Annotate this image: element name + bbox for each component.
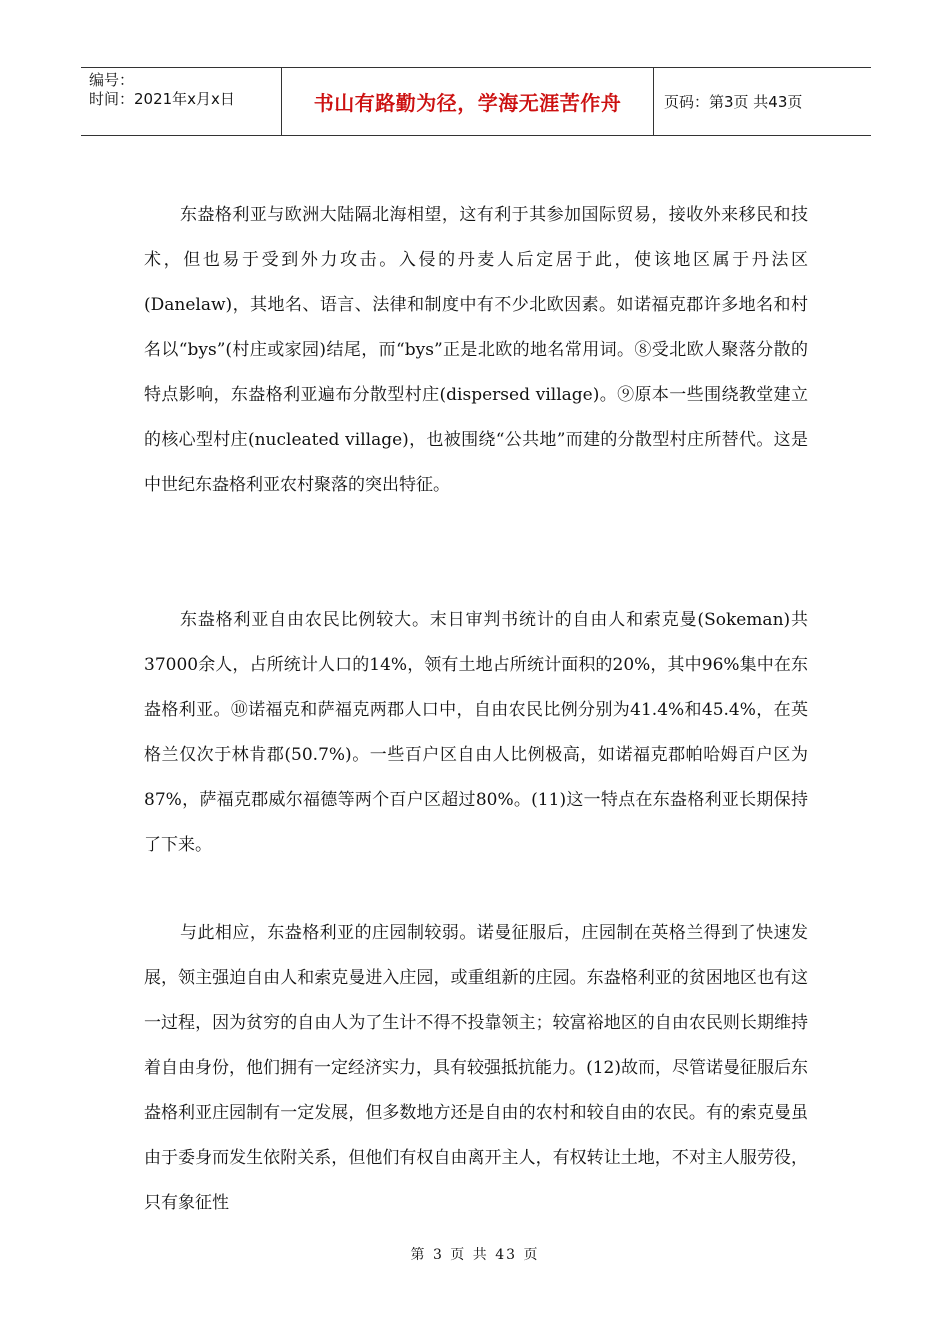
document-number-label: 编号： <box>89 71 135 89</box>
header-meta-cell <box>81 68 282 135</box>
body-paragraph-1: 东盎格利亚与欧洲大陆隔北海相望，这有利于其参加国际贸易，接收外来移民和技术，但也易于受到外力攻击。入侵的丹麦人后定居于此，使该地区属于丹法区(Danelaw)，其地名、语言、法律和制度中有不少北欧因素。如诺福克郡许多地名和村名以“bys”(村庄或家园)结尾，而“bys”正是北欧的地名常用词。⑧受北欧人聚落分散的特点影响，东盎格利亚遍布分散型村庄(dispersed village)。⑨原本一些围绕教堂建立的核心型村庄(nucleated village)，也被围绕“公共地”而建的分散型村庄所替代。这是中世纪东盎格利亚农村聚落的突出特征。 <box>144 205 808 495</box>
document-date-label: 时间：2021年x月x日 <box>89 90 235 108</box>
header-table <box>81 67 871 136</box>
body-paragraph-3: 与此相应，东盎格利亚的庄园制较弱。诺曼征服后，庄园制在英格兰得到了快速发展，领主强迫自由人和索克曼进入庄园，或重组新的庄园。东盎格利亚的贫困地区也有这一过程，因为贫穷的自由人为了生计不得不投靠领主；较富裕地区的自由农民则长期维持着自由身份，他们拥有一定经济实力，具有较强抵抗能力。(12)故而，尽管诺曼征服后东盎格利亚庄园制有一定发展，但多数地方还是自由的农村和较自由的农民。有的索克曼虽由于委身而发生依附关系，但他们有权自由离开主人，有权转让土地，不对主人服劳役，只有象征性 <box>144 923 808 1213</box>
body-paragraph-2: 东盎格利亚自由农民比例较大。末日审判书统计的自由人和索克曼(Sokeman)共37000余人，占所统计人口的14%，领有土地占所统计面积的20%，其中96%集中在东盎格利亚。⑩诺福克和萨福克两郡人口中，自由农民比例分别为41.4%和45.4%，在英格兰仅次于林肯郡(50.7%)。一些百户区自由人比例极高，如诺福克郡帕哈姆百户区为87%，萨福克郡威尔福德等两个百户区超过80%。(11)这一特点在东盎格利亚长期保持了下来。 <box>144 610 808 855</box>
page-footer: 第 3 页 共 43 页 <box>410 1247 540 1263</box>
header-motto: 书山有路勤为径，学海无涯苦作舟 <box>282 68 654 135</box>
header-page-label: 页码：第3页 共43页 <box>664 93 803 111</box>
